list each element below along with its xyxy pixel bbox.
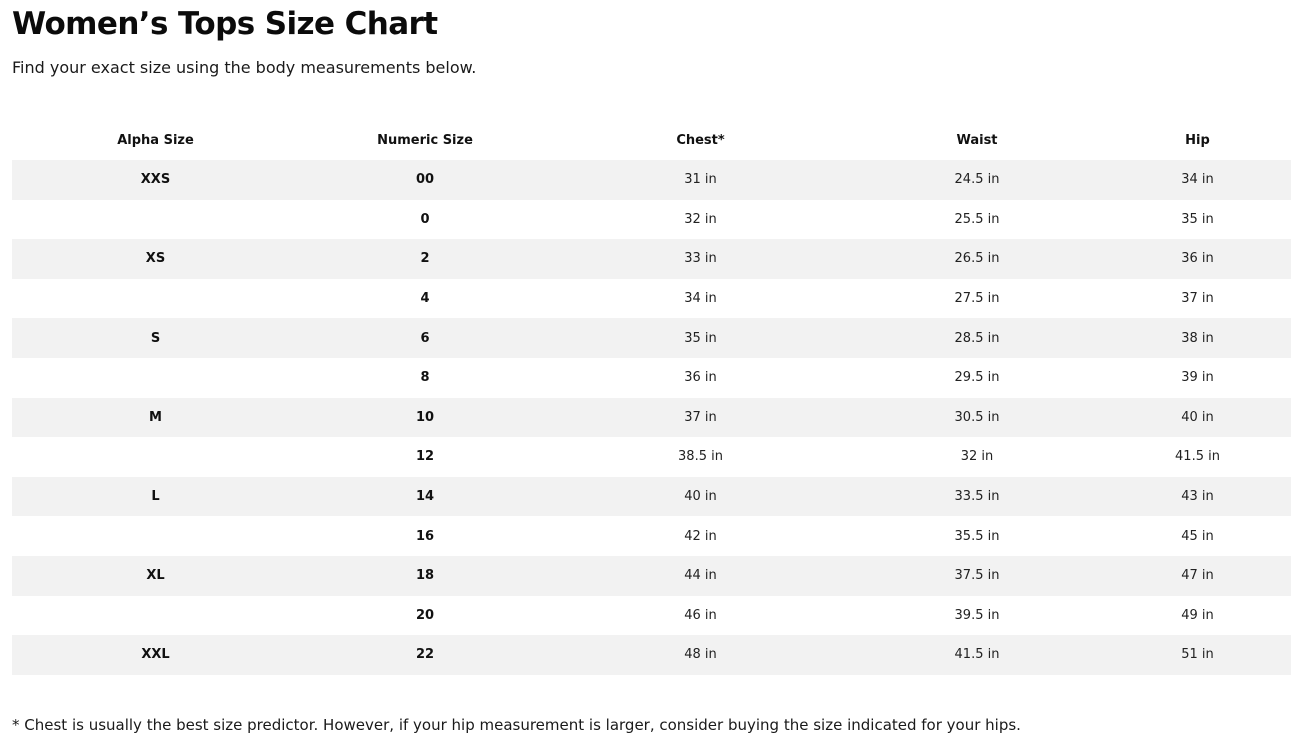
size-chart-page [12, 0, 1291, 741]
hip-cell: 37 in [1181, 291, 1214, 307]
waist-cell: 33.5 in [850, 477, 1104, 517]
table-row [12, 358, 1291, 398]
waist-cell: 41.5 in [850, 635, 1104, 675]
hip-cell: 45 in [1181, 528, 1214, 544]
alpha-size-cell: XXL [12, 635, 299, 675]
alpha-size-cell [12, 279, 299, 319]
alpha-size-cell: XS [12, 239, 299, 279]
table-row [12, 200, 1291, 240]
waist-cell: 35.5 in [954, 528, 1000, 544]
waist-cell: 29.5 in [954, 370, 1000, 386]
chest-cell: 38.5 in [678, 449, 723, 465]
alpha-size-cell [12, 516, 299, 556]
waist-cell: 26.5 in [850, 239, 1104, 279]
waist-cell: 28.5 in [850, 318, 1104, 358]
column-header-numeric-size: Numeric Size [377, 132, 473, 148]
hip-cell: 36 in [1104, 239, 1291, 279]
chest-cell: 33 in [551, 239, 850, 279]
chest-cell: 36 in [684, 370, 717, 386]
column-header-alpha-size: Alpha Size [117, 132, 194, 148]
column-header-hip: Hip [1185, 132, 1210, 148]
numeric-size-cell: 16 [415, 528, 435, 544]
numeric-size-cell: 4 [420, 291, 430, 307]
chest-cell: 37 in [551, 398, 850, 438]
hip-cell: 38 in [1104, 318, 1291, 358]
numeric-size-cell: 10 [299, 398, 551, 438]
chest-cell: 48 in [551, 635, 850, 675]
waist-cell: 30.5 in [850, 398, 1104, 438]
alpha-size-cell: XXS [12, 160, 299, 200]
chest-cell: 34 in [684, 291, 717, 307]
hip-cell: 34 in [1104, 160, 1291, 200]
numeric-size-cell: 14 [299, 477, 551, 517]
column-header-waist: Waist [956, 132, 998, 148]
size-chart-table [12, 120, 1291, 675]
alpha-size-cell [12, 200, 299, 240]
alpha-size-cell: XL [12, 556, 299, 596]
waist-cell: 24.5 in [850, 160, 1104, 200]
column-header-chest: Chest* [676, 132, 725, 148]
waist-cell: 37.5 in [850, 556, 1104, 596]
numeric-size-cell: 00 [299, 160, 551, 200]
waist-cell: 25.5 in [954, 211, 1000, 227]
numeric-size-cell: 22 [299, 635, 551, 675]
chest-cell: 32 in [684, 211, 717, 227]
hip-cell: 43 in [1104, 477, 1291, 517]
table-header-row [12, 120, 1291, 160]
table-row [12, 437, 1291, 477]
table-row [12, 398, 1291, 438]
alpha-size-cell: M [12, 398, 299, 438]
table-row [12, 160, 1291, 200]
hip-cell: 40 in [1104, 398, 1291, 438]
hip-cell: 49 in [1181, 607, 1214, 623]
numeric-size-cell: 0 [420, 211, 430, 227]
numeric-size-cell: 20 [415, 607, 435, 623]
page-subtitle: Find your exact size using the body measurements below. [12, 58, 477, 77]
alpha-size-cell: S [12, 318, 299, 358]
table-row [12, 635, 1291, 675]
alpha-size-cell [12, 596, 299, 636]
hip-cell: 51 in [1104, 635, 1291, 675]
numeric-size-cell: 6 [299, 318, 551, 358]
chest-cell: 31 in [551, 160, 850, 200]
waist-cell: 32 in [960, 449, 994, 465]
numeric-size-cell: 8 [420, 370, 430, 386]
table-body [12, 160, 1291, 675]
table-row [12, 516, 1291, 556]
table-row [12, 477, 1291, 517]
alpha-size-cell [12, 358, 299, 398]
table-row [12, 279, 1291, 319]
chest-cell: 42 in [684, 528, 717, 544]
chest-cell: 44 in [551, 556, 850, 596]
waist-cell: 39.5 in [954, 607, 1000, 623]
chest-cell: 35 in [551, 318, 850, 358]
hip-cell: 39 in [1181, 370, 1214, 386]
alpha-size-cell [12, 437, 299, 477]
table-row [12, 556, 1291, 596]
table-row [12, 239, 1291, 279]
table-row [12, 596, 1291, 636]
table-row [12, 318, 1291, 358]
hip-cell: 41.5 in [1175, 449, 1220, 465]
alpha-size-cell: L [12, 477, 299, 517]
page-title: Women’s Tops Size Chart [12, 6, 438, 42]
chest-cell: 40 in [551, 477, 850, 517]
numeric-size-cell: 18 [299, 556, 551, 596]
hip-cell: 35 in [1181, 211, 1214, 227]
hip-cell: 47 in [1104, 556, 1291, 596]
waist-cell: 27.5 in [954, 291, 1000, 307]
numeric-size-cell: 12 [415, 449, 435, 465]
numeric-size-cell: 2 [299, 239, 551, 279]
chest-cell: 46 in [684, 607, 717, 623]
footnote: * Chest is usually the best size predictor. However, if your hip measurement is larger, consider buying the size indicated for your hips. [12, 716, 1021, 734]
